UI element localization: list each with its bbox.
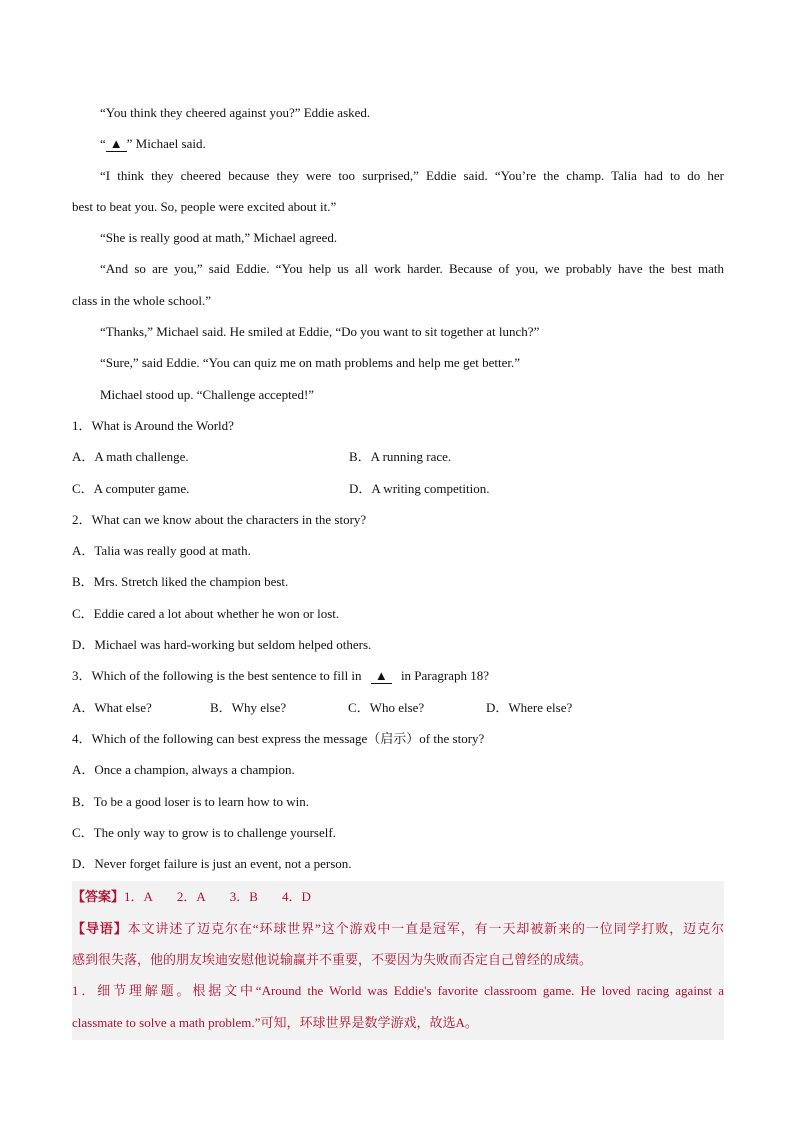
question-stem: 2．What can we know about the characters in the story? bbox=[72, 511, 367, 527]
guide-text: 本文讲述了迈克尔在“环球世界”这个游戏中一直是冠军，有一天却被新来的一位同学打败，迈克尔 bbox=[127, 920, 724, 936]
story-line: “She is really good at math,” Michael agreed. bbox=[100, 230, 338, 246]
question-stem: 1．What is Around the World? bbox=[72, 417, 234, 433]
answer-box bbox=[72, 881, 724, 1039]
option-c: C．The only way to grow is to challenge yourself. bbox=[72, 824, 336, 840]
question-stem bbox=[72, 660, 724, 691]
story-line: best to beat you. So, people were excited about it.” bbox=[72, 198, 337, 214]
answer-line bbox=[72, 881, 724, 912]
option-d: D．Where else? bbox=[486, 699, 573, 715]
story-line: “And so are you,” said Eddie. “You help us all work harder. Because of you, we probably have the best math bbox=[100, 261, 724, 277]
answer-item: 3．B bbox=[229, 889, 258, 905]
story-line: “You think they cheered against you?” Eddie asked. bbox=[100, 105, 371, 120]
option-b: B．Why else? bbox=[210, 699, 287, 715]
option-c: C．Eddie cared a lot about whether he won or lost. bbox=[72, 605, 340, 621]
option-a: A．A math challenge. bbox=[72, 449, 189, 465]
story-line: class in the whole school.” bbox=[72, 292, 211, 308]
blank-marker: ▲ bbox=[371, 669, 392, 684]
option-a: A．What else? bbox=[72, 699, 152, 715]
option-c: C．Who else? bbox=[348, 699, 425, 715]
story-line: “I think they cheered because they were too surprised,” Eddie said. “You’re the champ. Talia had to do her bbox=[100, 167, 724, 183]
question-options bbox=[72, 692, 724, 723]
answer-label: 【答案】 bbox=[72, 889, 125, 905]
answer-item: 2．A bbox=[176, 889, 206, 905]
question-options bbox=[72, 441, 724, 472]
story-line: Michael stood up. “Challenge accepted!” bbox=[100, 386, 315, 402]
option-d: D．A writing competition. bbox=[349, 480, 490, 496]
option-b: B．Mrs. Stretch liked the champion best. bbox=[72, 574, 289, 590]
stem-after: in Paragraph 18? bbox=[400, 668, 490, 684]
story-line-blank bbox=[72, 128, 724, 159]
stem-before: 3．Which of the following is the best sentence to fill in bbox=[72, 668, 362, 684]
blank-marker: ▲ bbox=[106, 137, 127, 152]
answer-item: 4．D bbox=[281, 889, 311, 905]
option-a: A．Talia was really good at math. bbox=[72, 543, 251, 559]
explanation-line: 1．细节理解题。根据文中“Around the World was Eddie's favorite classroom game. He loved racing against a bbox=[72, 983, 724, 999]
story-line: “Thanks,” Michael said. He smiled at Eddie, “Do you want to sit together at lunch?” bbox=[100, 324, 540, 340]
option-a: A．Once a champion, always a champion. bbox=[72, 762, 295, 778]
blank-open-quote: “ bbox=[100, 136, 106, 152]
question-options bbox=[72, 473, 724, 504]
explanation-line: classmate to solve a math problem.”可知，环球世界是数学游戏，故选A。 bbox=[72, 1014, 478, 1030]
document-page bbox=[72, 97, 724, 1040]
guide-line: 感到很失落，他的朋友埃迪安慰他说输赢并不重要，不要因为失败而否定自己曾经的成绩。 bbox=[72, 952, 593, 968]
option-d: D．Michael was hard-working but seldom helped others. bbox=[72, 637, 372, 653]
answer-item: 1．A bbox=[124, 889, 153, 905]
option-d: D．Never forget failure is just an event, not a person. bbox=[72, 856, 352, 872]
guide-label: 【导语】 bbox=[72, 920, 128, 936]
story-line: “Sure,” said Eddie. “You can quiz me on math problems and help me get better.” bbox=[100, 355, 520, 371]
option-b: B．A running race. bbox=[349, 449, 452, 465]
question-stem: 4．Which of the following can best express the message（启示）of the story? bbox=[72, 730, 485, 746]
option-c: C．A computer game. bbox=[72, 480, 190, 496]
guide-line bbox=[72, 913, 724, 944]
blank-line-text: ” Michael said. bbox=[126, 136, 206, 152]
option-b: B．To be a good loser is to learn how to win. bbox=[72, 793, 310, 809]
